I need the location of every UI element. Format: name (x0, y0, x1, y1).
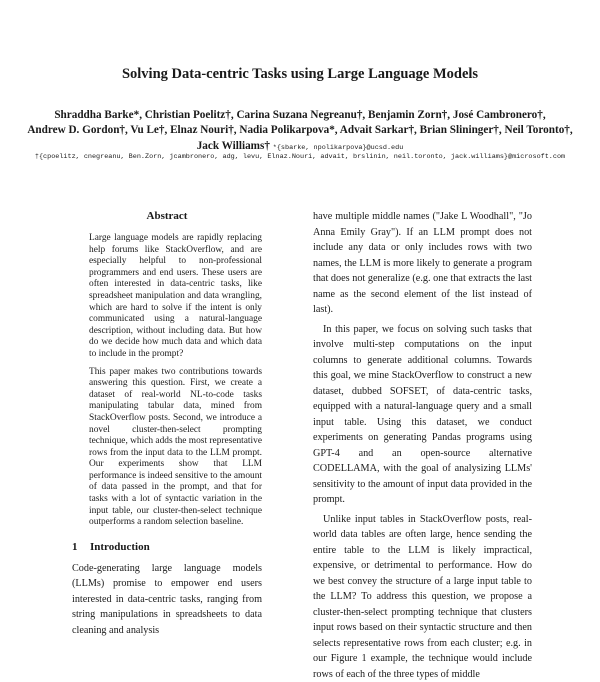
abstract-heading: Abstract (72, 210, 262, 222)
author-jack-williams: Jack Williams† (197, 140, 270, 152)
section-title: Introduction (90, 541, 150, 553)
authors-line-2: Andrew D. Gordon†, Vu Le†, Elnaz Nouri†, Nadia Polikarpova*, Advait Sarkar†, Brian Slininger†, Neil Toronto†, (0, 123, 600, 138)
body-paragraph-cluster: Unlike input tables in StackOverflow posts, real-world data tables are often large, hence sending the entire table to the LLM is likely impractical, expensive, or detrimental to performance. How do we best convey the structure of a large input table to the LLM? To address this question, we propose a cluster-then-select prompting technique that clusters input rows based on their syntactic structure and then selects representative rows from each cluster; e.g. in our Figure 1 example, the technique would include rows of each of the three types of middle (313, 512, 532, 682)
intro-paragraph-1: Code-generating large language models (LLMs) promise to empower end users interested in data-centric tasks, ranging from string manipulations in spreadsheets to data cleaning and analysis (72, 561, 262, 639)
right-column (313, 209, 532, 682)
abstract-paragraph-1: Large language models are rapidly replacing help forums like StackOverflow, and are especially helpful to non-professional programmers and end users. These users are often interested in data-centric tasks, like spreadsheet manipulation and data wrangling, which are hard to solve if the intent is only communicated using a natural-language description, without including data. But how do we decide how much data and which data to include in the prompt? (72, 233, 262, 361)
abstract-paragraph-2: This paper makes two contributions towards answering this question. First, we create a dataset of real-world NL-to-code tasks manipulating tabular data, mined from StackOverflow posts. Second, we introduce a novel cluster-then-select prompting technique, which adds the most representative rows from the input data to the LLM prompt. Our experiments show that LLM performance is indeed sensitive to the amount of data passed in the prompt, and that for tasks with a lot of syntactic variation in the input table, our cluster-then-select technique outperforms a random selection baseline. (72, 367, 262, 529)
section-heading-introduction (72, 541, 262, 553)
author-list (0, 108, 600, 156)
body-paragraph-focus: In this paper, we focus on solving such tasks that involve multi-step computations on the input columns to generate additional columns. Towards this goal, we mine StackOverflow to construct a new dataset, dubbed SOFSET, of data-centric tasks, equipped with a natural-language query and a small input table. Using this dataset, we conduct experiments on generating Pandas programs using GPT-4 and an open-source alternative CODELLAMA, with the goal of analysizing LLMs' sensitivity to the amount of input data provided in the prompt. (313, 322, 532, 508)
affiliation-email: †{cpoelitz, cnegreanu, Ben.Zorn, jcambronero, adg, levu, Elnaz.Nouri, advait, brslinin, neil.toronto, jack.williams}@microsoft.com (0, 153, 600, 161)
left-column (72, 210, 262, 638)
authors-line-1: Shraddha Barke*, Christian Poelitz†, Carina Suzana Negreanu†, Benjamin Zorn†, José Cambronero†, (0, 108, 600, 123)
paper-title: Solving Data-centric Tasks using Large Language Models (0, 66, 600, 83)
body-paragraph-names: have multiple middle names ("Jake L Woodhall", "Jo Anna Emily Gray"). If an LLM prompt does not include any data or only includes rows with two names, the LLM is more likely to generate a program that does not generalize (e.g. one that extracts the last name as the second element of the list instead of last). (313, 209, 532, 318)
section-number: 1 (72, 541, 90, 553)
ucsd-email: *{sbarke, npolikarpova}@ucsd.edu (273, 144, 404, 152)
